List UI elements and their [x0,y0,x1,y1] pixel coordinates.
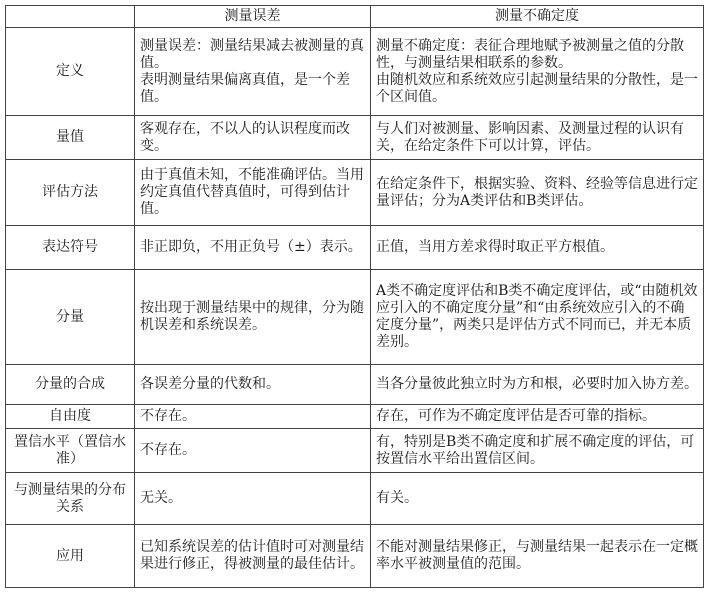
row-label: 置信水平（置信水准） [6,429,135,473]
uncertainty-cell [371,270,704,365]
table-row [6,473,704,525]
cell-text: 测量误差：测量结果减去被测量的真值。 [140,37,364,71]
table-row [6,28,704,116]
cell-text: 各误差分量的代数和。 [140,376,280,392]
cell-text: 不存在。 [140,442,196,458]
cell-text: 与人们对被测量、影响因素、及测量过程的认识有关，在给定条件下可以计算，评估。 [376,120,684,154]
table-row [6,116,704,160]
cell-text: 表明测量结果偏离真值，是一个差值。 [140,71,350,105]
comparison-table-wrapper [5,5,704,588]
uncertainty-cell [371,429,704,473]
cell-text: A类不确定度评估和B类不确定度评估，或“由随机效应引入的不确定度分量”和“由系统效应引入的不确定度分量”，两类只是评估方式不同而已，并无本质差别。 [376,283,698,350]
row-label: 分量 [6,270,135,365]
table-row [6,405,704,429]
row-label: 自由度 [6,405,135,429]
cell-text: 测量不确定度：表征合理地赋予被测量之值的分散性，与测量结果相联系的参数。 [376,37,684,71]
error-cell [135,525,371,588]
cell-text: 有关。 [376,490,418,506]
row-label: 与测量结果的分布关系 [6,473,135,525]
error-cell [135,429,371,473]
error-cell [135,28,371,116]
table-row [6,160,704,226]
uncertainty-cell [371,473,704,525]
cell-text: 客观存在，不以人的认识程度而改变。 [140,120,350,154]
table-row [6,525,704,588]
header-uncertainty: 测量不确定度 [371,6,704,28]
cell-text: 不能对测量结果修正，与测量结果一起表示在一定概率水平被测量值的范围。 [376,539,698,572]
cell-text: 已知系统误差的估计值时可对测量结果进行修正，得被测量的最佳估计。 [140,539,364,572]
cell-text: 有，特别是B类不确定度和扩展不确定度的评估，可按置信水平给出置信区间。 [376,433,695,467]
uncertainty-cell [371,365,704,405]
cell-text: 在给定条件下，根据实验、资料、经验等信息进行定量评估；分为A类评估和B类评估。 [376,175,698,209]
uncertainty-cell [371,160,704,226]
cell-text: 由于真值未知，不能准确评估。当用约定真值代替真值时，可得到估计值。 [140,167,364,217]
cell-text: 无关。 [140,490,182,506]
error-cell [135,405,371,429]
row-label: 应用 [6,525,135,588]
row-label: 表达符号 [6,226,135,270]
error-cell [135,270,371,365]
cell-text: 不存在。 [140,408,196,424]
error-cell [135,160,371,226]
table-row [6,429,704,473]
error-cell [135,226,371,270]
table-row [6,226,704,270]
table-row [6,270,704,365]
uncertainty-cell [371,405,704,429]
header-row [6,6,704,28]
error-cell [135,365,371,405]
header-error: 测量误差 [135,6,371,28]
row-label: 评估方法 [6,160,135,226]
error-cell [135,473,371,525]
row-label: 定义 [6,28,135,116]
uncertainty-cell [371,525,704,588]
cell-text: 存在，可作为不确定度评估是否可靠的指标。 [376,408,656,424]
comparison-table [5,5,704,588]
row-label: 分量的合成 [6,365,135,405]
uncertainty-cell [371,226,704,270]
header-blank [6,6,135,28]
row-label: 量值 [6,116,135,160]
cell-text: 当各分量彼此独立时为方和根，必要时加入协方差。 [376,376,698,392]
table-row [6,365,704,405]
error-cell [135,116,371,160]
cell-text: 由随机效应和系统效应引起测量结果的分散性，是一个区间值。 [376,71,698,105]
cell-text: 非正即负，不用正负号（±）表示。 [140,239,362,255]
uncertainty-cell [371,28,704,116]
cell-text: 正值，当用方差求得时取正平方根值。 [376,239,614,255]
uncertainty-cell [371,116,704,160]
cell-text: 按出现于测量结果中的规律，分为随机误差和系统误差。 [140,300,364,333]
